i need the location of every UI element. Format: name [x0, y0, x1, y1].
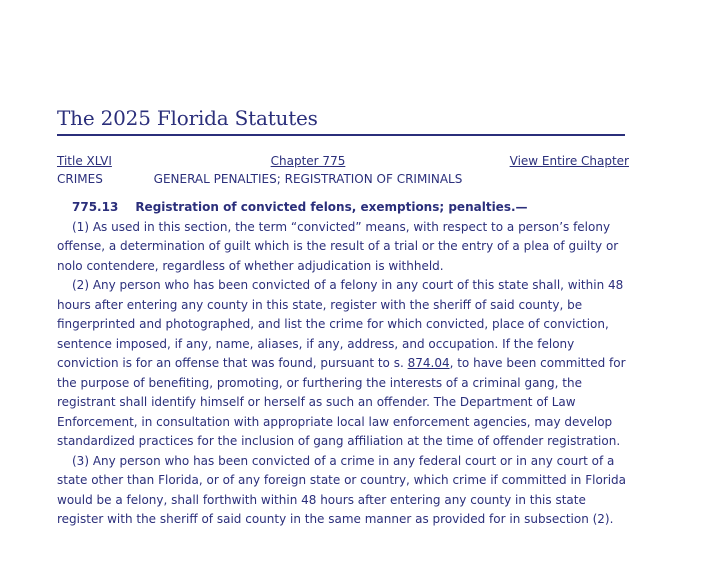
- view-entire-row: [479, 152, 629, 170]
- section-title: Registration of convicted felons, exemptions; penalties.—: [135, 200, 528, 214]
- title-divider: [57, 134, 625, 136]
- title-column: [57, 152, 137, 188]
- paragraph-2-text: (2) Any person who has been convicted of a felony in any court of this state shall, within 48 hours after entering any county in this state, register with the sheriff of said county, be fingerprinted and photographed, and list the crime for which convicted, place of conviction, sentence imposed, if any, name, aliases, if any, address, and occupation. If the felony conviction is for an offense that was found, pursuant to s.: [57, 278, 624, 370]
- paragraph-2-text-cont: , to have been committed for the purpose of benefiting, promoting, or furthering the interests of a criminal gang, the registrant shall identify himself or herself as such an offender. The Department of Law Enforcement, in consultation with appropriate local law enforcement agencies, may develop standardized practices for the inclusion of gang affiliation at the time of offender registration.: [57, 356, 626, 448]
- statute-body: [57, 198, 629, 530]
- chapter-link[interactable]: Chapter 775: [270, 154, 346, 168]
- paragraph-3: (3) Any person who has been convicted of a crime in any federal court or in any court of a state other than Florida, or of any foreign state or country, which crime if committed in Florida would be a felony, shall forthwith within 48 hours after entering any county in this state register with the sheriff of said county in the same manner as provided for in subsection (2).: [57, 453, 627, 526]
- statute-cross-reference-link[interactable]: 874.04: [407, 356, 450, 370]
- section-heading: [57, 198, 629, 218]
- title-name: CRIMES: [57, 172, 103, 186]
- chapter-link-row: [137, 152, 479, 170]
- view-entire-column: [479, 152, 629, 188]
- chapter-column: [137, 152, 479, 188]
- chapter-nav: [57, 152, 629, 188]
- title-link-row: [57, 152, 137, 170]
- section-number: 775.13: [72, 200, 119, 214]
- title-link[interactable]: Title XLVI: [57, 154, 112, 168]
- statute-page: [57, 0, 629, 530]
- view-entire-chapter-link[interactable]: View Entire Chapter: [509, 154, 629, 168]
- chapter-name: GENERAL PENALTIES; REGISTRATION OF CRIMINALS: [153, 172, 463, 186]
- page-title: The 2025 Florida Statutes: [57, 106, 318, 130]
- paragraph-1: (1) As used in this section, the term “convicted” means, with respect to a person’s felony offense, a determination of guilt which is the result of a trial or the entry of a plea of guilty or nolo contendere, regardless of whether adjudication is withheld.: [57, 219, 619, 273]
- paragraph-2: [57, 276, 629, 452]
